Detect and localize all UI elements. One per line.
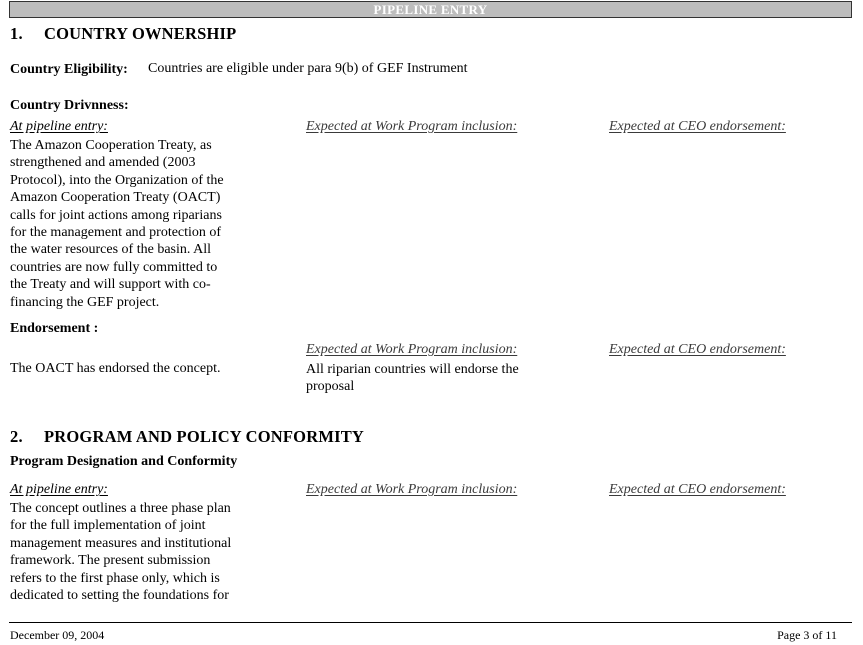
country-drivenness-label: Country Drivnness: — [10, 98, 129, 113]
program-designation-heading: Program Designation and Conformity — [10, 454, 238, 469]
text-line: Amazon Cooperation Treaty (OACT) — [10, 190, 221, 206]
endorsement-pipeline-text: The OACT has endorsed the concept. — [10, 361, 221, 376]
section-1-title: COUNTRY OWNERSHIP — [44, 24, 237, 43]
endorsement-col-work-program: Expected at Work Program inclusion: — [306, 342, 518, 357]
endorsement-label: Endorsement : — [10, 321, 99, 336]
drivenness-col-ceo-endorsement: Expected at CEO endorsement: — [609, 119, 786, 134]
section-1-number: 1. — [10, 24, 23, 43]
drivenness-pipeline-text — [10, 137, 224, 311]
text-line: for the full implementation of joint — [10, 518, 206, 534]
text-line: the Treaty and will support with co- — [10, 277, 211, 293]
section-1-heading — [10, 24, 410, 44]
pipeline-entry-banner — [9, 1, 852, 18]
drivenness-col-work-program: Expected at Work Program inclusion: — [306, 119, 518, 134]
footer-date: December 09, 2004 — [10, 628, 105, 642]
text-line: framework. The present submission — [10, 553, 211, 569]
text-line: Protocol), into the Organization of the — [10, 172, 224, 188]
footer-page-number: Page 3 of 11 — [777, 628, 837, 642]
country-eligibility-label: Country Eligibility: — [10, 62, 128, 77]
text-line: proposal — [306, 379, 355, 395]
text-line: financing the GEF project. — [10, 294, 160, 310]
endorsement-col-ceo-endorsement: Expected at CEO endorsement: — [609, 342, 786, 357]
country-eligibility-value: Countries are eligible under para 9(b) of GEF Instrument — [148, 61, 468, 76]
text-line: the water resources of the basin. All — [10, 242, 211, 258]
section-2-title: PROGRAM AND POLICY CONFORMITY — [44, 427, 365, 446]
text-line: for the management and protection of — [10, 225, 222, 241]
drivenness-col-pipeline-entry: At pipeline entry: — [10, 119, 108, 134]
text-line: strengthened and amended (2003 — [10, 155, 196, 171]
text-line: dedicated to setting the foundations for — [10, 588, 229, 604]
banner-title: PIPELINE ENTRY — [373, 2, 488, 17]
text-line: countries are now fully committed to — [10, 259, 218, 275]
endorsement-work-program-text — [306, 361, 519, 396]
text-line: management measures and institutional — [10, 535, 232, 551]
program-pipeline-text — [10, 500, 231, 604]
program-col-pipeline-entry: At pipeline entry: — [10, 482, 108, 497]
text-line: All riparian countries will endorse the — [306, 362, 519, 377]
section-2-number: 2. — [10, 427, 23, 446]
text-line: calls for joint actions among riparians — [10, 207, 222, 223]
text-line: The Amazon Cooperation Treaty, as — [10, 138, 212, 153]
program-col-work-program: Expected at Work Program inclusion: — [306, 482, 518, 497]
section-2-heading — [10, 427, 510, 447]
footer-divider — [9, 622, 852, 623]
text-line: refers to the first phase only, which is — [10, 570, 220, 586]
text-line: The concept outlines a three phase plan — [10, 501, 231, 516]
program-col-ceo-endorsement: Expected at CEO endorsement: — [609, 482, 786, 497]
